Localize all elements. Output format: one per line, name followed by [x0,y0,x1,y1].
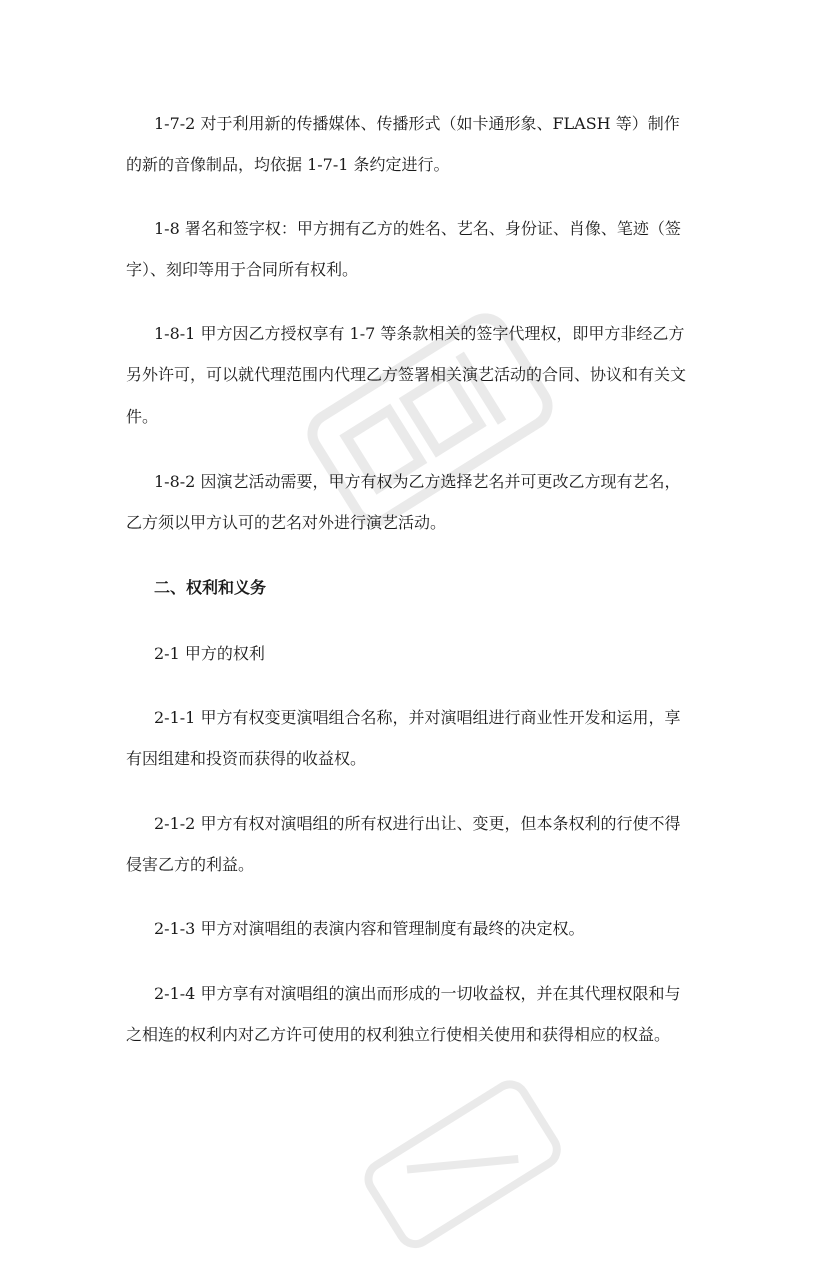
clause-1-8-1-line-1: 1-8-1 甲方因乙方授权享有 1-7 等条款相关的签字代理权，即甲方非经乙方 [154,324,685,343]
clause-1-8-2-line-2: 乙方须以甲方认可的艺名对外进行演艺活动。 [126,513,447,532]
clause-1-8-1-line-3: 件。 [126,407,159,426]
clause-1-8-line-1: 1-8 署名和签字权：甲方拥有乙方的姓名、艺名、身份证、肖像、笔迹（签 [154,219,681,238]
clause-2-1-2-line-2: 侵害乙方的利益。 [126,855,255,874]
clause-1-8-1-line-2: 另外许可，可以就代理范围内代理乙方签署相关演艺活动的合同、协议和有关文 [126,365,687,384]
clause-2-1-1-line-2: 有因组建和投资而获得的收益权。 [126,749,367,768]
clause-1-8-line-2: 字）、刻印等用于合同所有权利。 [126,260,359,279]
clause-2-1-2-line-1: 2-1-2 甲方有权对演唱组的所有权进行出让、变更，但本条权利的行使不得 [154,814,681,833]
section-heading: 二、权利和义务 [154,578,267,597]
clause-2-1-line-1: 2-1 甲方的权利 [154,644,265,663]
clause-2-1-3-line-1: 2-1-3 甲方对演唱组的表演内容和管理制度有最终的决定权。 [154,919,585,938]
clause-1-8-2-line-1: 1-8-2 因演艺活动需要，甲方有权为乙方选择艺名并可更改乙方现有艺名， [154,472,681,491]
clause-1-7-2-line-2: 的新的音像制品，均依据 1-7-1 条约定进行。 [126,155,450,174]
clause-2-1-4-line-1: 2-1-4 甲方享有对演唱组的演出而形成的一切收益权，并在其代理权限和与 [154,984,681,1003]
watermark-logo-icon [343,1056,576,1264]
clause-1-7-2-line-1: 1-7-2 对于利用新的传播媒体、传播形式（如卡通形象、FLASH 等）制作 [154,114,680,133]
clause-2-1-1-line-1: 2-1-1 甲方有权变更演唱组合名称，并对演唱组进行商业性开发和运用，享 [154,708,681,727]
clause-2-1-4-line-2: 之相连的权利内对乙方许可使用的权利独立行使相关使用和获得相应的权益。 [126,1025,671,1044]
